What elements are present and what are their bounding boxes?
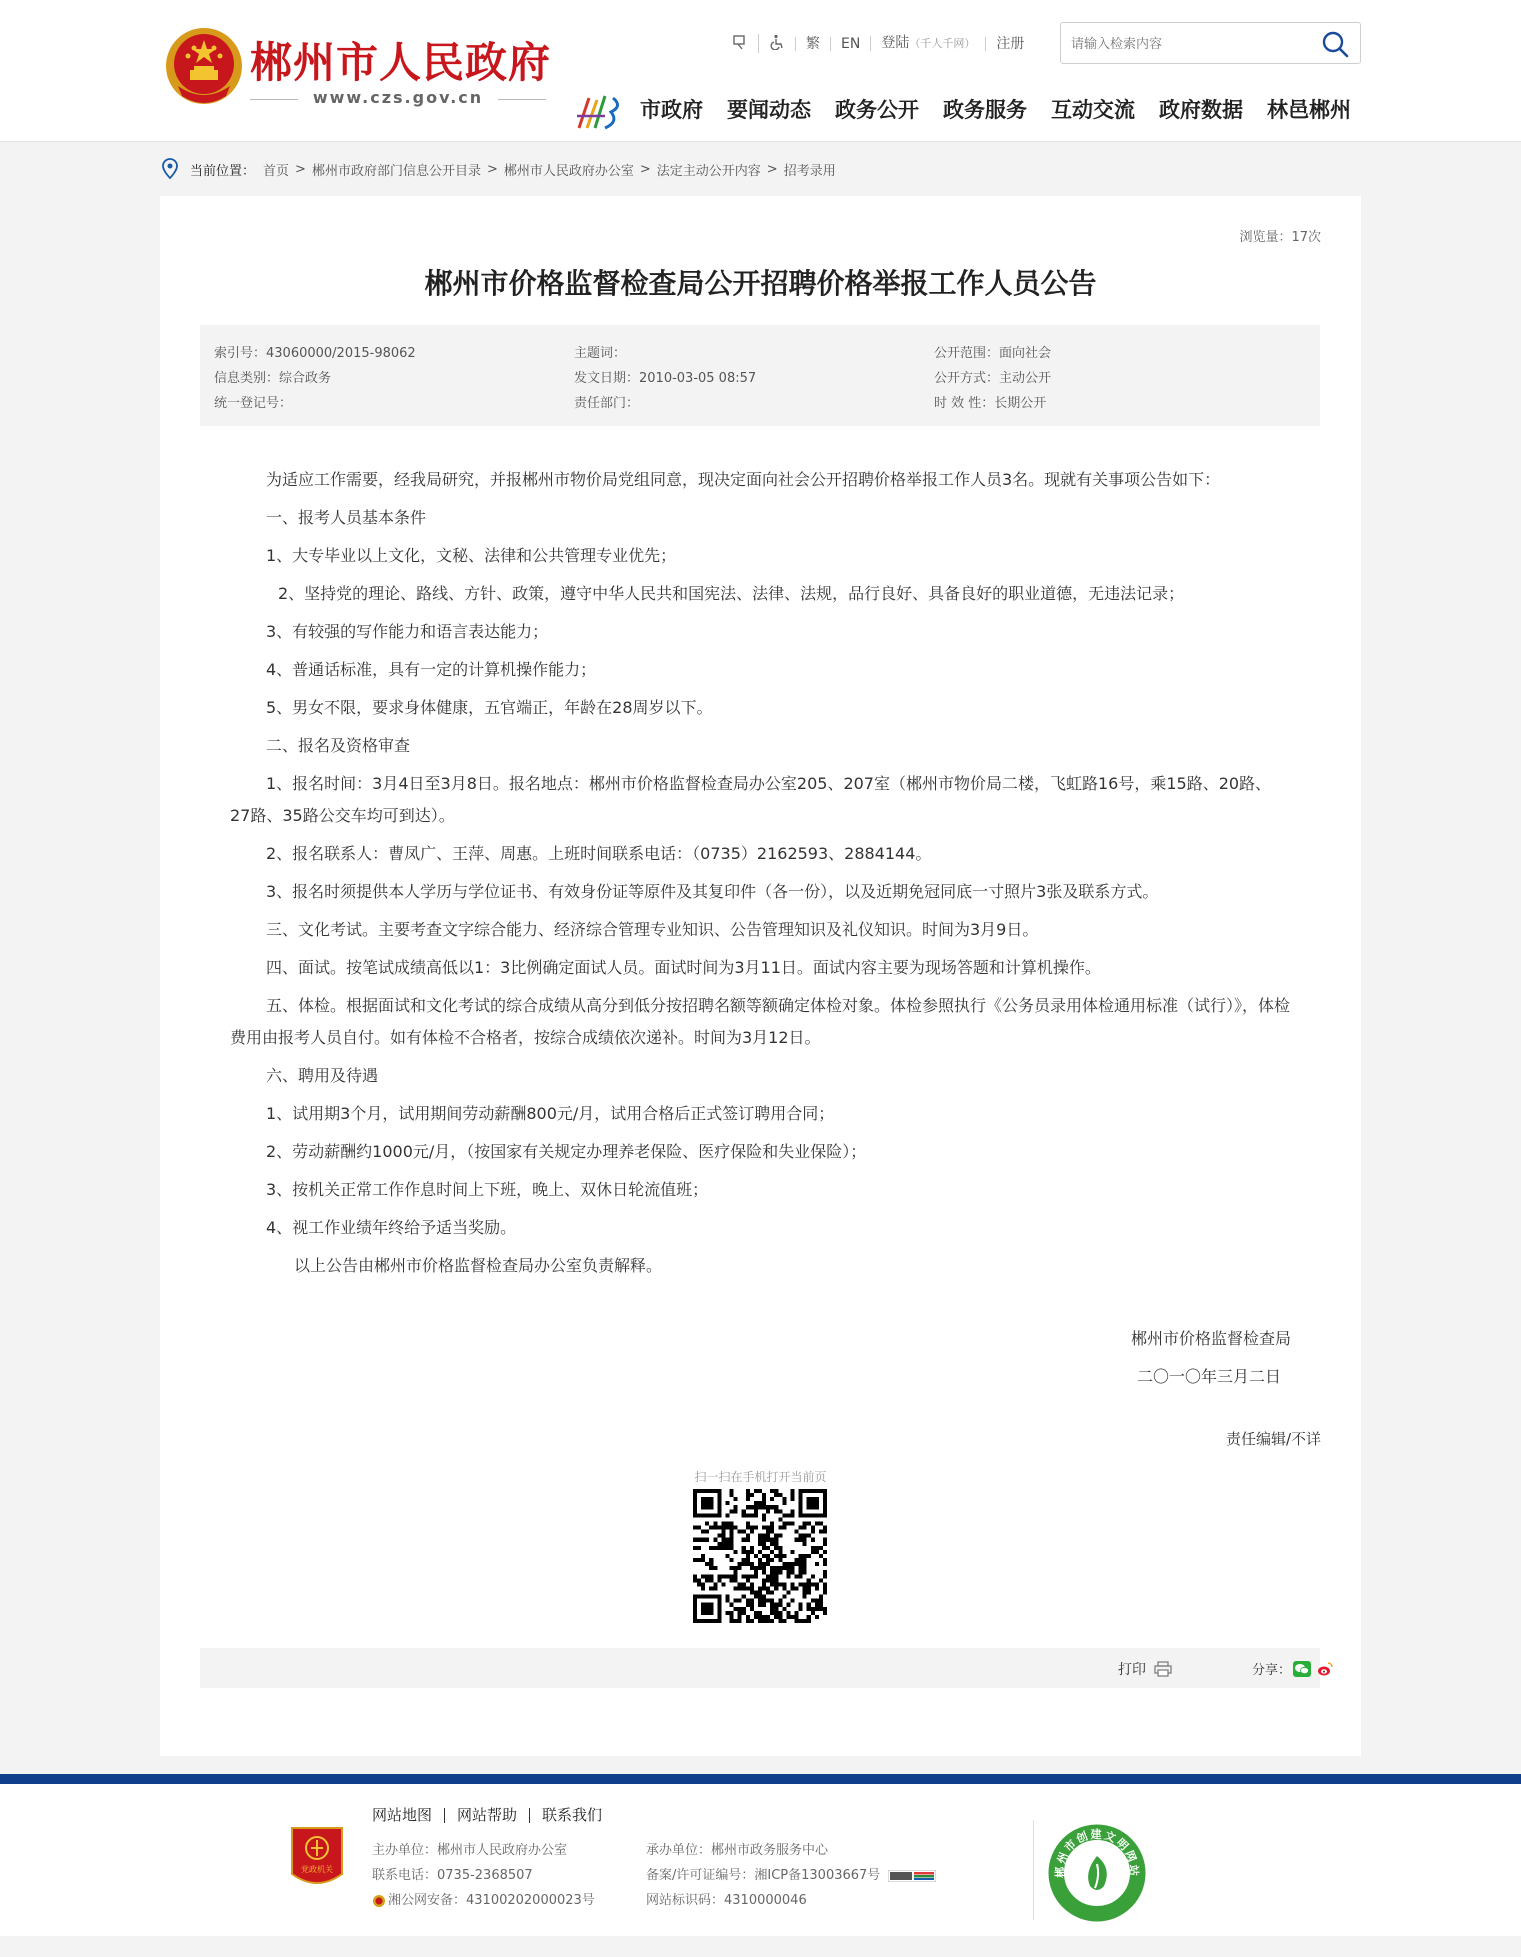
footer-link-sitemap[interactable]: 网站地图 (372, 1806, 433, 1824)
nav-item-services[interactable]: 政务服务 (943, 98, 1027, 122)
login-link[interactable] (870, 36, 985, 51)
meta-scope: 公开范围：面向社会 (934, 346, 1052, 361)
accessibility-reader-icon[interactable] (722, 34, 758, 53)
meta-dept: 责任部门： (574, 396, 640, 411)
print-label[interactable]: 打印 (1118, 1662, 1146, 1678)
signature-date: 二〇一〇年三月二日 (1136, 1367, 1281, 1386)
footer-icp (646, 1863, 936, 1888)
article-paragraph: 2、报名联系人：曹凤广、王萍、周惠。上班时间联系电话：（0735）2162593、2884144。 (266, 844, 932, 863)
footer-divider (1033, 1820, 1034, 1920)
search-input[interactable] (1071, 33, 1301, 55)
party-gov-emblem-text: 党政机关 (301, 1865, 333, 1874)
footer-links (372, 1808, 614, 1823)
breadcrumb-recruitment[interactable]: 招考录用 (783, 163, 836, 179)
article-body (230, 464, 1290, 1288)
breadcrumb-catalog[interactable]: 郴州市政府部门信息公开目录 (311, 163, 481, 179)
site-header (0, 0, 1521, 142)
share-area (1252, 1659, 1333, 1678)
article-paragraph: 六、聘用及待遇 (266, 1066, 379, 1085)
share-label: 分享： (1252, 1663, 1292, 1678)
traditional-chinese-link[interactable]: 繁 (795, 37, 830, 51)
footer-sponsor: 主办单位：郴州市人民政府办公室 (372, 1843, 568, 1858)
article-paragraph: 3、有较强的写作能力和语言表达能力； (266, 622, 549, 641)
register-link[interactable]: 注册 (985, 37, 1034, 51)
footer-link-help[interactable]: 网站帮助 (444, 1808, 529, 1823)
weibo-icon[interactable] (1317, 1661, 1333, 1677)
police-badge-icon (372, 1894, 386, 1908)
site-url: www.czs.gov.cn (250, 88, 546, 107)
article-paragraph: 5、男女不限，要求身体健康，五官端正，年龄在28周岁以下。 (266, 698, 713, 717)
location-pin-icon (160, 158, 180, 180)
nav-item-interaction[interactable]: 互动交流 (1051, 98, 1135, 122)
breadcrumb-label: 当前位置： (190, 163, 256, 179)
accessibility-wheelchair-icon[interactable] (758, 34, 795, 53)
article-paragraph: 五、体检。根据面试和文化考试的综合成绩从高分到低分按招聘名额等额确定体检对象。体检参照执行《公务员录用体检通用标准（试行）》，体检费用由报考人员自付。如有体检不合格者，按综合成绩依次递补。时间为3月12日。 (230, 996, 1291, 1047)
footer-police-text[interactable]: 湘公网安备：43100202000023号 (388, 1893, 595, 1908)
breadcrumb-public-content[interactable]: 法定主动公开内容 (656, 163, 761, 179)
article-paragraph: 2、坚持党的理论、路线、方针、政策，遵守中华人民共和国宪法、法律、法规，品行良好、具备良好的职业道德，无违法记录； (278, 584, 1185, 603)
english-link[interactable]: EN (830, 37, 870, 51)
nav-item-data[interactable]: 政府数据 (1159, 98, 1243, 122)
article-paragraph: 3、报名时须提供本人学历与学位证书、有效身份证等原件及其复印件（各一份），以及近期免冠同底一寸照片3张及联系方式。 (266, 882, 1159, 901)
article-paragraph: 4、普通话标准，具有一定的计算机操作能力； (266, 660, 597, 679)
article-paragraph: 1、大专毕业以上文化，文秘、法律和公共管理专业优先； (266, 546, 677, 565)
main-nav (640, 94, 1351, 126)
article-toolbar (200, 1648, 1320, 1688)
footer-site-id: 网站标识码：4310000046 (646, 1893, 807, 1908)
footer-info-right (646, 1838, 936, 1913)
article-paragraph: 四、面试。按笔试成绩高低以1：3比例确定面试人员。面试时间为3月11日。面试内容主要为现场答题和计算机操作。 (266, 958, 1101, 977)
article-paragraph: 3、按机关正常工作作息时间上下班，晚上、双休日轮流值班； (266, 1180, 709, 1199)
breadcrumb (160, 158, 836, 180)
qr-code-icon (693, 1489, 827, 1623)
article-paragraph: 1、试用期3个月，试用期间劳动薪酬800元/月，试用合格后正式签订聘用合同； (266, 1104, 835, 1123)
nav-item-gov-affairs[interactable]: 政务公开 (835, 98, 919, 122)
meta-keywords: 主题词： (574, 346, 627, 361)
top-links (722, 34, 1034, 53)
footer-icp-text[interactable]: 备案/许可证编号：湘ICP备13003667号 (646, 1868, 881, 1883)
view-count: 浏览量：17次 (1239, 230, 1321, 245)
city-logo-icon (575, 92, 627, 134)
civilized-website-badge-icon[interactable] (1048, 1824, 1146, 1922)
nav-item-linyi[interactable]: 林邑郴州 (1267, 98, 1351, 122)
meta-reg-no: 统一登记号： (214, 396, 293, 411)
article-meta (200, 325, 1320, 426)
breadcrumb-sep: > (766, 161, 778, 177)
article-paragraph: 2、劳动薪酬约1000元/月，（按国家有关规定办理养老保险、医疗保险和失业保险）； (266, 1142, 867, 1161)
meta-category: 信息类别：综合政务 (214, 371, 332, 386)
article-container (160, 196, 1361, 1756)
national-emblem-icon[interactable] (164, 26, 244, 110)
breadcrumb-sep: > (639, 161, 651, 177)
footer-link-contact[interactable]: 联系我们 (529, 1808, 614, 1823)
article-paragraph: 一、报考人员基本条件 (266, 508, 427, 527)
meta-index-no: 索引号：43060000/2015-98062 (214, 346, 416, 361)
footer-police (372, 1888, 595, 1913)
editor-credit: 责任编辑/不详 (1225, 1430, 1321, 1448)
site-name[interactable]: 郴州市人民政府 (250, 38, 552, 87)
footer-info-left (372, 1838, 595, 1913)
meta-validity: 时 效 性：长期公开 (934, 396, 1047, 411)
article-paragraph: 1、报名时间：3月4日至3月8日。报名地点：郴州市价格监督检查局办公室205、207室（郴州市物价局二楼，飞虹路16号，乘15路、20路、27路、35路公交车均可到达）。 (230, 774, 1272, 825)
search-icon[interactable] (1320, 29, 1350, 59)
meta-date: 发文日期：2010-03-05 08:57 (574, 371, 757, 386)
nav-item-news[interactable]: 要闻动态 (727, 98, 811, 122)
badge-text: 郴州市创建文明网站 (1053, 1827, 1141, 1878)
breadcrumb-sep: > (486, 161, 498, 177)
article-paragraph: 二、报名及资格审查 (266, 736, 411, 755)
meta-method: 公开方式：主动公开 (934, 371, 1052, 386)
article-title: 郴州市价格监督检查局公开招聘价格举报工作人员公告 (424, 267, 1097, 300)
party-gov-emblem-icon[interactable] (290, 1826, 344, 1892)
footer-organizer: 承办单位：郴州市政务服务中心 (646, 1843, 829, 1858)
printer-icon[interactable] (1154, 1661, 1172, 1677)
breadcrumb-sep: > (295, 161, 306, 177)
article-paragraph: 4、视工作业绩年终给予适当奖励。 (266, 1218, 517, 1237)
search-box (1060, 22, 1361, 64)
nav-item-city-gov[interactable]: 市政府 (640, 98, 703, 122)
site-footer (0, 1774, 1521, 1936)
article-paragraph: 为适应工作需要，经我局研究，并报郴州市物价局党组同意，现决定面向社会公开招聘价格举报工作人员3名。现就有关事项公告如下： (266, 470, 1221, 489)
print-button[interactable] (1118, 1659, 1172, 1679)
qr-caption: 扫一扫在手机打开当前页 (694, 1470, 827, 1484)
login-sub[interactable]: （千人千网） (909, 37, 976, 50)
login-label[interactable]: 登陆 (881, 35, 910, 51)
footer-phone: 联系电话：0735-2368507 (372, 1868, 533, 1883)
wechat-icon[interactable] (1293, 1661, 1311, 1677)
breadcrumb-office[interactable]: 郴州市人民政府办公室 (503, 163, 634, 179)
breadcrumb-home[interactable]: 首页 (263, 163, 290, 179)
cnzz-icon[interactable] (888, 1870, 936, 1882)
article-paragraph: 三、文化考试。主要考查文字综合能力、经济综合管理专业知识、公告管理知识及礼仪知识。时间为3月9日。 (266, 920, 1039, 939)
article-paragraph: 以上公告由郴州市价格监督检查局办公室负责解释。 (294, 1256, 663, 1275)
signature-org: 郴州市价格监督检查局 (1130, 1329, 1291, 1348)
